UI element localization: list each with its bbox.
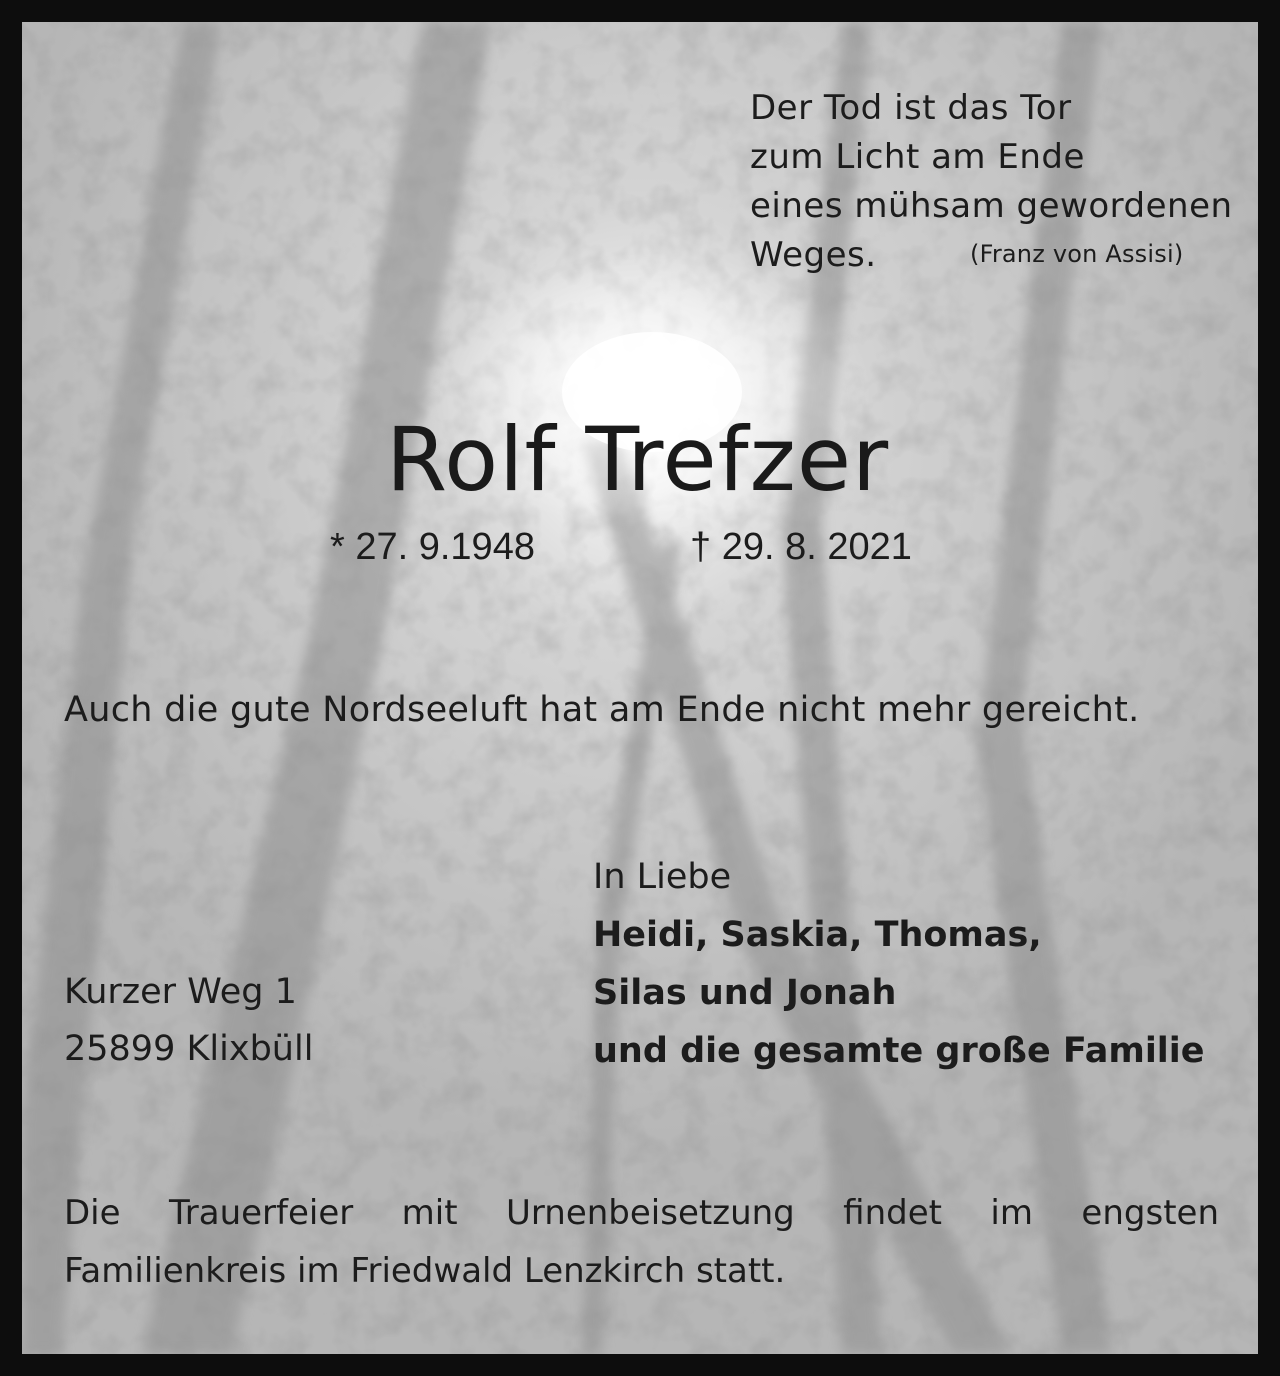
funeral-note: Die Trauerfeier mit Urnenbeisetzung findet im engsten Familienkreis im Friedwald Lenzkirch statt. — [64, 1193, 1219, 1291]
deceased-name: Rolf Trefzer — [386, 408, 890, 511]
motto-line: Auch die gute Nordseeluft hat am Ende nicht mehr gereicht. — [64, 690, 1140, 730]
address-street: Kurzer Weg 1 — [64, 972, 297, 1012]
quote-line-3: eines mühsam gewordenen — [750, 186, 1233, 226]
quote-line-4: Weges. — [750, 235, 877, 275]
quote-line-2: zum Licht am Ende — [750, 137, 1085, 177]
birth-date: * 27. 9.1948 — [330, 526, 535, 568]
mourners-line-3: und die gesamte große Familie — [593, 1031, 1205, 1071]
address-city: 25899 Klixbüll — [64, 1029, 314, 1069]
death-date: † 29. 8. 2021 — [690, 526, 912, 568]
forest-background-panel — [22, 22, 1258, 1354]
quote-line-1: Der Tod ist das Tor — [750, 88, 1072, 128]
quote-source: (Franz von Assisi) — [970, 240, 1184, 268]
mourners-line-1: Heidi, Saskia, Thomas, — [593, 915, 1042, 955]
mourners-line-2: Silas und Jonah — [593, 973, 897, 1013]
mourners-intro: In Liebe — [593, 857, 732, 897]
